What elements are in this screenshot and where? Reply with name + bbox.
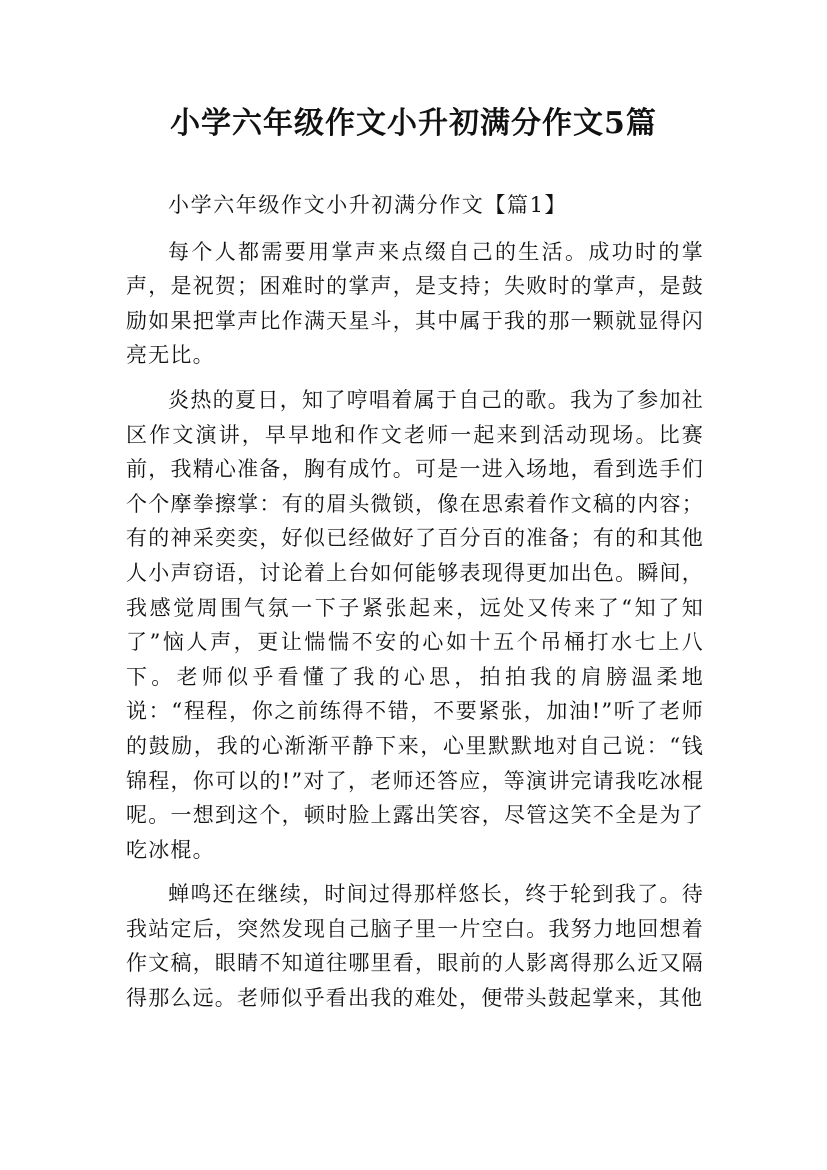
document-title: 小学六年级作文小升初满分作文5篇	[170, 106, 657, 141]
document-body	[126, 188, 704, 1026]
paragraph-3: 蝉鸣还在继续，时间过得那样悠长，终于轮到我了。待我站定后，突然发现自己脑子里一片空白。我努力地回想着作文稿，眼睛不知道往哪里看，眼前的人影离得那么近又隔得那么远。老师似乎看出我的难处，便带头鼓起掌来，其他	[126, 882, 704, 1011]
paragraph-1: 每个人都需要用掌声来点缀自己的生活。成功时的掌声，是祝贺；困难时的掌声，是支持；失败时的掌声，是鼓励如果把掌声比作满天星斗，其中属于我的那一颗就显得闪亮无比。	[126, 239, 704, 368]
paragraph-2: 炎热的夏日，知了哼唱着属于自己的歌。我为了参加社区作文演讲，早早地和作文老师一起来到活动现场。比赛前，我精心准备，胸有成竹。可是一进入场地，看到选手们个个摩拳擦掌：有的眉头微锁，像在思索着作文稿的内容；有的神采奕奕，好似已经做好了百分百的准备；有的和其他人小声窃语，讨论着上台如何能够表现得更加出色。瞬间，我感觉周围气氛一下子紧张起来，远处又传来了“知了知了”恼人声，更让惴惴不安的心如十五个吊桶打水七上八下。老师似乎看懂了我的心思，拍拍我的肩膀温柔地说：“程程，你之前练得不错，不要紧张，加油!”听了老师的鼓励，我的心渐渐平静下来，心里默默地对自己说：“钱锦程，你可以的!”对了，老师还答应，等演讲完请我吃冰棍呢。一想到这个，顿时脸上露出笑容，尽管这笑不全是为了吃冰棍。	[126, 387, 704, 862]
section-heading: 小学六年级作文小升初满分作文【篇1】	[168, 193, 568, 217]
